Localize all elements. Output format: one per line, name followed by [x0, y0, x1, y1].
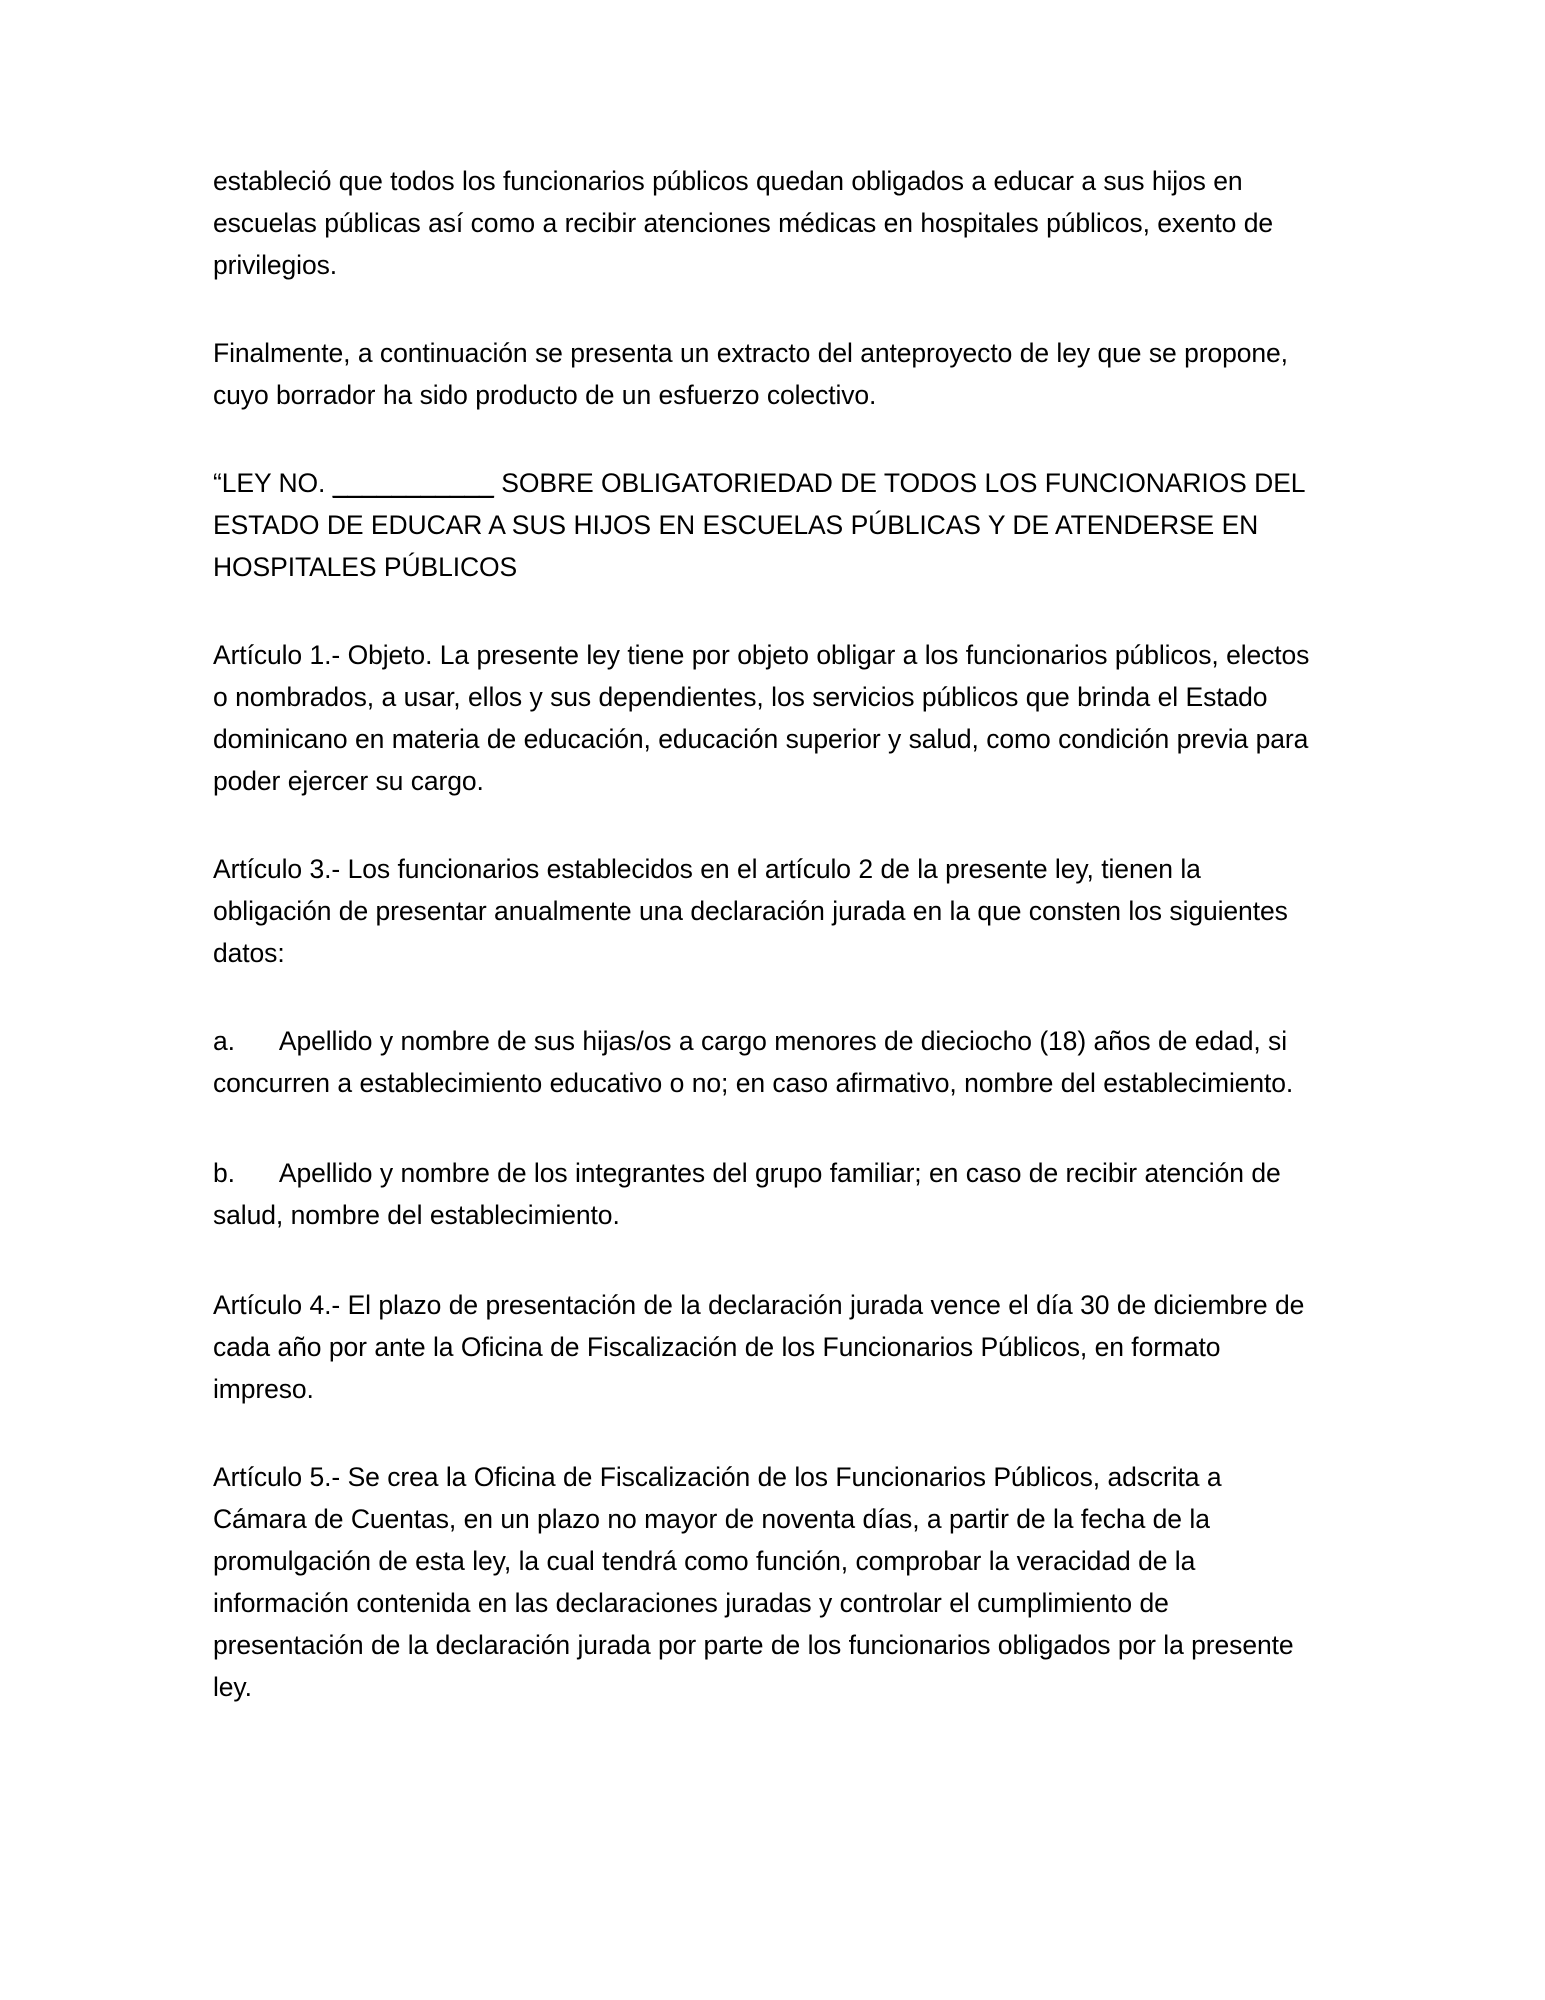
list-item-b — [213, 1152, 1313, 1236]
list-item-b-text: Apellido y nombre de los integrantes del grupo familiar; en caso de recibir atención de salud, nombre del establecimiento. — [213, 1158, 1281, 1230]
articulo-1: Artículo 1.- Objeto. La presente ley tiene por objeto obligar a los funcionarios públicos, electos o nombrados, a usar, ellos y sus dependientes, los servicios públicos que brinda el Estado dominicano en materia de educación, educación superior y salud, como condición previa para poder ejercer su cargo. — [213, 640, 1310, 796]
list-item-a — [213, 1020, 1313, 1104]
law-title-heading — [213, 462, 1313, 588]
articulo-4: Artículo 4.- El plazo de presentación de la declaración jurada vence el día 30 de diciembre de cada año por ante la Oficina de Fiscalización de los Funcionarios Públicos, en formato impreso. — [213, 1290, 1305, 1404]
articulo-5: Artículo 5.- Se crea la Oficina de Fiscalización de los Funcionarios Públicos, adscrita a Cámara de Cuentas, en un plazo no mayor de noventa días, a partir de la fecha de la promulgación de esta ley, la cual tendrá como función, comprobar la veracidad de la información contenida en las declaraciones juradas y controlar el cumplimiento de presentación de la declaración jurada por parte de los funcionarios obligados por la presente ley. — [213, 1462, 1294, 1702]
law-title-prefix: “LEY NO. — [213, 468, 326, 498]
law-title-rest: SOBRE OBLIGATORIEDAD DE TODOS LOS FUNCIONARIOS DEL ESTADO DE EDUCAR A SUS HIJOS EN ESCUELAS PÚBLICAS Y DE ATENDERSE EN HOSPITALES PÚBLICOS — [213, 468, 1305, 582]
paragraph-finalmente: Finalmente, a continuación se presenta un extracto del anteproyecto de ley que se propone, cuyo borrador ha sido producto de un esfuerzo colectivo. — [213, 338, 1288, 410]
list-item-a-text: Apellido y nombre de sus hijas/os a cargo menores de dieciocho (18) años de edad, si concurren a establecimiento educativo o no; en caso afirmativo, nombre del establecimiento. — [213, 1026, 1294, 1098]
articulo-3: Artículo 3.- Los funcionarios establecidos en el artículo 2 de la presente ley, tienen la obligación de presentar anualmente una declaración jurada en la que consten los siguientes datos: — [213, 854, 1288, 968]
list-item-a-marker: a. — [213, 1026, 235, 1056]
paragraph-intro-continuation: estableció que todos los funcionarios públicos quedan obligados a educar a sus hijos en escuelas públicas así como a recibir atenciones médicas en hospitales públicos, exento de privilegios. — [213, 166, 1273, 280]
list-item-b-marker: b. — [213, 1158, 235, 1188]
document-text-column — [213, 160, 1313, 1708]
law-number-blank: ___________ — [332, 468, 494, 498]
